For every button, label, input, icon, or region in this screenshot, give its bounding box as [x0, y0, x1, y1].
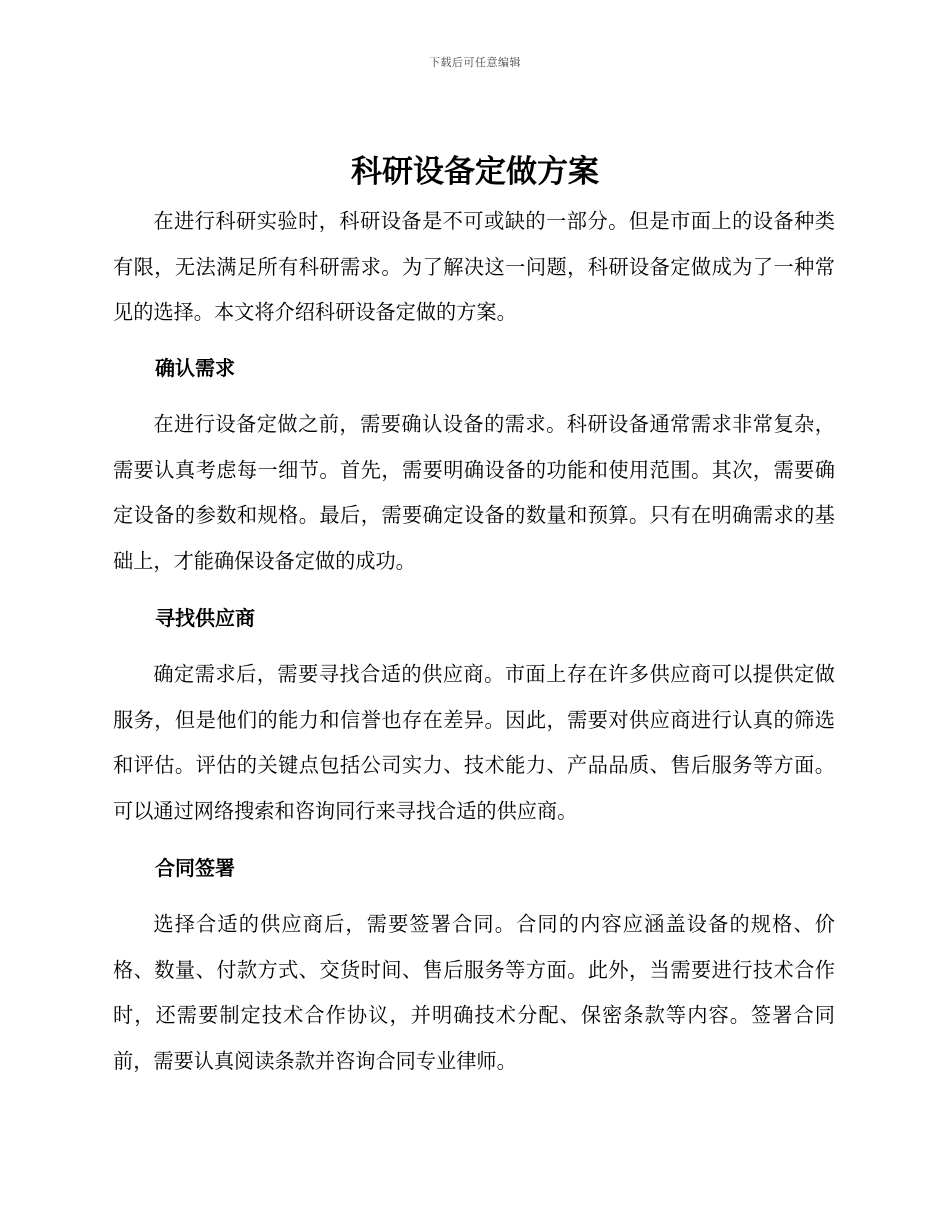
- intro-paragraph: 在进行科研实验时，科研设备是不可或缺的一部分。但是市面上的设备种类有限，无法满足所有科研需求。为了解决这一问题，科研设备定做成为了一种常见的选择。本文将介绍科研设备定做的方案。: [113, 209, 835, 324]
- section-heading-find-supplier: 寻找供应商: [155, 606, 255, 630]
- section-body-contract-signing: 选择合适的供应商后，需要签署合同。合同的内容应涵盖设备的规格、价格、数量、付款方式、交货时间、售后服务等方面。此外，当需要进行技术合作时，还需要制定技术合作协议，并明确技术分配、保密条款等内容。签署合同前，需要认真阅读条款并咨询合同专业律师。: [113, 912, 835, 1073]
- section-heading-contract-signing: 合同签署: [155, 856, 235, 880]
- document-title: 科研设备定做方案: [351, 154, 599, 190]
- section-heading-confirm-requirements: 确认需求: [155, 356, 235, 380]
- section-body-find-supplier: 确定需求后，需要寻找合适的供应商。市面上存在许多供应商可以提供定做服务，但是他们的能力和信誉也存在差异。因此，需要对供应商进行认真的筛选和评估。评估的关键点包括公司实力、技术能力、产品品质、售后服务等方面。可以通过网络搜索和咨询同行来寻找合适的供应商。: [113, 662, 835, 823]
- header-note: 下载后可任意编辑: [429, 56, 521, 69]
- section-body-confirm-requirements: 在进行设备定做之前，需要确认设备的需求。科研设备通常需求非常复杂，需要认真考虑每一细节。首先，需要明确设备的功能和使用范围。其次，需要确定设备的参数和规格。最后，需要确定设备的数量和预算。只有在明确需求的基础上，才能确保设备定做的成功。: [113, 412, 835, 573]
